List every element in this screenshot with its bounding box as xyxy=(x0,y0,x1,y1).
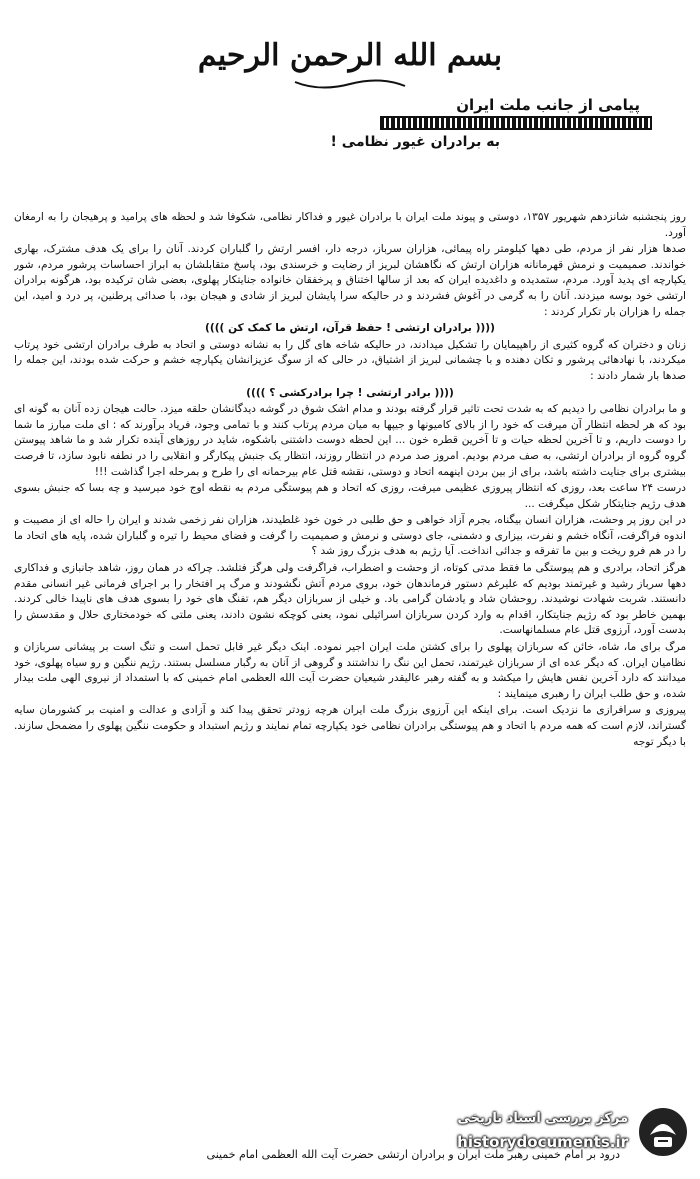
watermark-name: مرکز بررسی اسناد تاریخی xyxy=(457,1111,628,1126)
paragraph: روز پنجشنبه شانزدهم شهریور ۱۳۵۷، دوستی و پیوند ملت ایران با برادران غیور و فداکار نظامی، شکوفا شد و لحظه های پرامید و پرهیجان را به ارمغان آورد. xyxy=(14,211,686,239)
addressee-line: به برادران غیور نظامی ! xyxy=(330,134,500,150)
sender-line: پیامی از جانب ملت ایران xyxy=(456,96,640,114)
paragraph: هرگز اتحاد، برادری و هم پیوستگی ما فقط مدتی کوتاه، از وحشت و اضطراب، فراگرفت ولی هرگز فتلشد. چراکه در همان روز، شاهد جانبازی و فداکاری دهها سرباز رشید و غیرتمند بودیم که علیرغم دستور فرماندهان خود، بروی مردم آتش نگشودند و مرگ پر افتخار را بر اجرای فرمانی غیر انسانی مقدم دانستند. شربت شهادت نوشیدند. روحشان شاد و یادشان گرامی باد. و خیلی از سربازان دیگر هم، تفنگ های خود را بسوی هدف های ناپیدا خالی کردند. بهمین خاطر بود که رژیم جنایتکار، اقدام به وارد کردن سربازان اسرائیلی نمود، یعنی کوچکه نشون دادند، یعنی ملتی که خودمختاری حلال و مقدسش را بدست آورد، آرزوی قتل عام مسلمانهاست. xyxy=(14,562,686,637)
paragraph: مرگ برای ما، شاه، خائن که سربازان پهلوی را برای کشتن ملت ایران اجیر نموده. اینک دیگر غیر قابل تحمل است و تنگ است بر پیشانی سربازان و نظامیان ایران. که دیگر عده ای از سربازان غیرتمند، تحمل این ننگ را نداشتند و گروهی از آنان به رگبار مسلسل بستند. رژیم ننگین و رو سیاه پهلوی، خود میدانند که دارد آخرین نفس هایش را میکشد و به گفته رهبر عالیقدر شیعیان حضرت آیت الله العظمی امام خمینی که با استمداد از نیروی الهی ملت بیدار شده، و حق طلب ایران را رهبری مینمایند : xyxy=(14,641,686,700)
quoted-slogan: (((( برادران ارتشی ! حفظ قرآن، ارتش ما کمک کن )))) xyxy=(205,322,495,335)
paragraph: زنان و دختران که گروه کثیری از راهپیمایان را تشکیل میدادند، در حالیکه شاخه های گل را به نشانه دوستی و اتحاد به طرف برادران ارتشی خود پرتاب میکردند، با نهادهائی پرشور و تکان دهنده و با چشمانی لبریز از اشتیاق، در حالی که از سوگ عزیزانشان یکپارچه خشم و حرکت شده بودند، این جمله را صدها بار شمار دادند : xyxy=(14,338,686,382)
archive-watermark xyxy=(440,1103,690,1161)
paragraph: و ما برادران نظامی را دیدیم که به شدت تحت تاثیر قرار گرفته بودند و مدام اشک شوق در گوشه دیدگانشان حلقه میزد. حالت هیجان زده آنان به گونه ای بود که هر لحظه انتظار آن میرفت که خود را از بالای کامیونها و جیپها به میان مردم پرتاب کنند و با تمامی وجود، فریاد برآورند که : ای ملت مبارز ما شما را دوست داریم، و تا آخرین لحظه حیات و تا آخرین قطره خون ... این لحظه دوست داشتنی باشکوه، شاید در روزهای آینده تکرار شد و ما شاهد پیوستن گروه گروه از برادران ارتشی، به صف مردم بودیم. امروز صد مردم در انتظار روزند، انتظار یک جنبش پیکارگر و انقلابی را در نطفه نابود سازد، تا فرصت بیشتری برای جنایت داشته باشد، برای از بین بردن اینهمه اتحاد و دوستی، نقشه قتل عام بیرحمانه ای را طرح و بمرحله اجرا گذاشت !!! xyxy=(14,403,686,478)
heading-flourish xyxy=(290,78,410,92)
paragraph: درست ۲۴ ساعت بعد، روزی که انتظار پیروزی عظیمی میرفت، روزی که اتحاد و هم پیوستگی مردم به نقطه اوج خود میرسید و چه بسا که جنبش بسوی هدف رژیم جنایتکار شکل میگرفت ... xyxy=(14,482,686,510)
basmala-heading: بسم الله الرحمن الرحیم xyxy=(197,38,503,73)
quoted-slogan: (((( برادر ارتشی ! چرا برادرکشی ؟ )))) xyxy=(246,386,454,399)
paragraph: صدها هزار نفر از مردم، طی دهها کیلومتر راه پیمائی، هزاران سرباز، درجه دار، افسر ارتش را گلباران کردند. آنان را برای یک هدف مشترک، بهاری خواندند. صمیمیت و نرمش قهرمانانه هزاران ارتش که نگاهشان لبریز از رضایت و خرسندی بود، پاسخ متقابلشان به ابراز احساسات پرشور مردم، شور یکپارچه ای پدید آورد. مردم، ستمدیده و داغدیده ایران که بعد از سالها اختناق و پرخفقان خانواده جنایتکار پهلوی، بعضی شان ترکیده بود، هرگونه برادران ارتشی خود بوسه میزدند. آنان را به گرمی در آغوش فشردند و در حالیکه سرا پایشان لبریز از شادی و هیجان بود، با صدائی پرطنین، پر درد و امید، این جمله را هزاران بار تکرار کردند : xyxy=(14,243,686,318)
letter-body xyxy=(14,210,686,1140)
watermark-url: historydocuments.ir xyxy=(457,1133,628,1151)
decorative-border xyxy=(380,116,652,130)
paragraph: در این روز پر وحشت، هزاران انسان بیگناه، بجرم آزاد خواهی و حق طلبی در خون خود غلطیدند، هزاران نفر زخمی شدند و ایران را حاله ای از مصیبت و اندوه فراگرفت، آنگاه خشم و نفرت، بیزاری و دشمنی، جای دوستی و نرمش و صمیمیت را گرفت و فضای محیط را تیره و گلباران شده، پایه های اتحاد ما را در هم فرو ریخت و بین ما تفرقه و جدائی انداخت. آیا رژیم به هدف بزرگ روز شد ؟ xyxy=(14,514,686,558)
closing-line: درود بر امام خمینی رهبر ملت ایران و برادران ارتشی حضرت آیت الله العظمی امام خمینی xyxy=(206,1148,620,1161)
paragraph: پیروزی و سرافرازی ما نزدیک است. برای اینکه این آرزوی بزرگ ملت ایران هرچه زودتر تحقق پیدا کند و آزادی و عدالت و امنیت بر کشورمان سایه گستراند، لازم است که همه مردم با اتحاد و هم پیوستگی برادران نظامی خود یکپارچه تمام نمایند و رژیم استبداد و حکومت ننگین پهلوی را مضمحل سازند. با دیگر توجه xyxy=(14,704,686,748)
archive-logo-icon xyxy=(636,1105,690,1159)
